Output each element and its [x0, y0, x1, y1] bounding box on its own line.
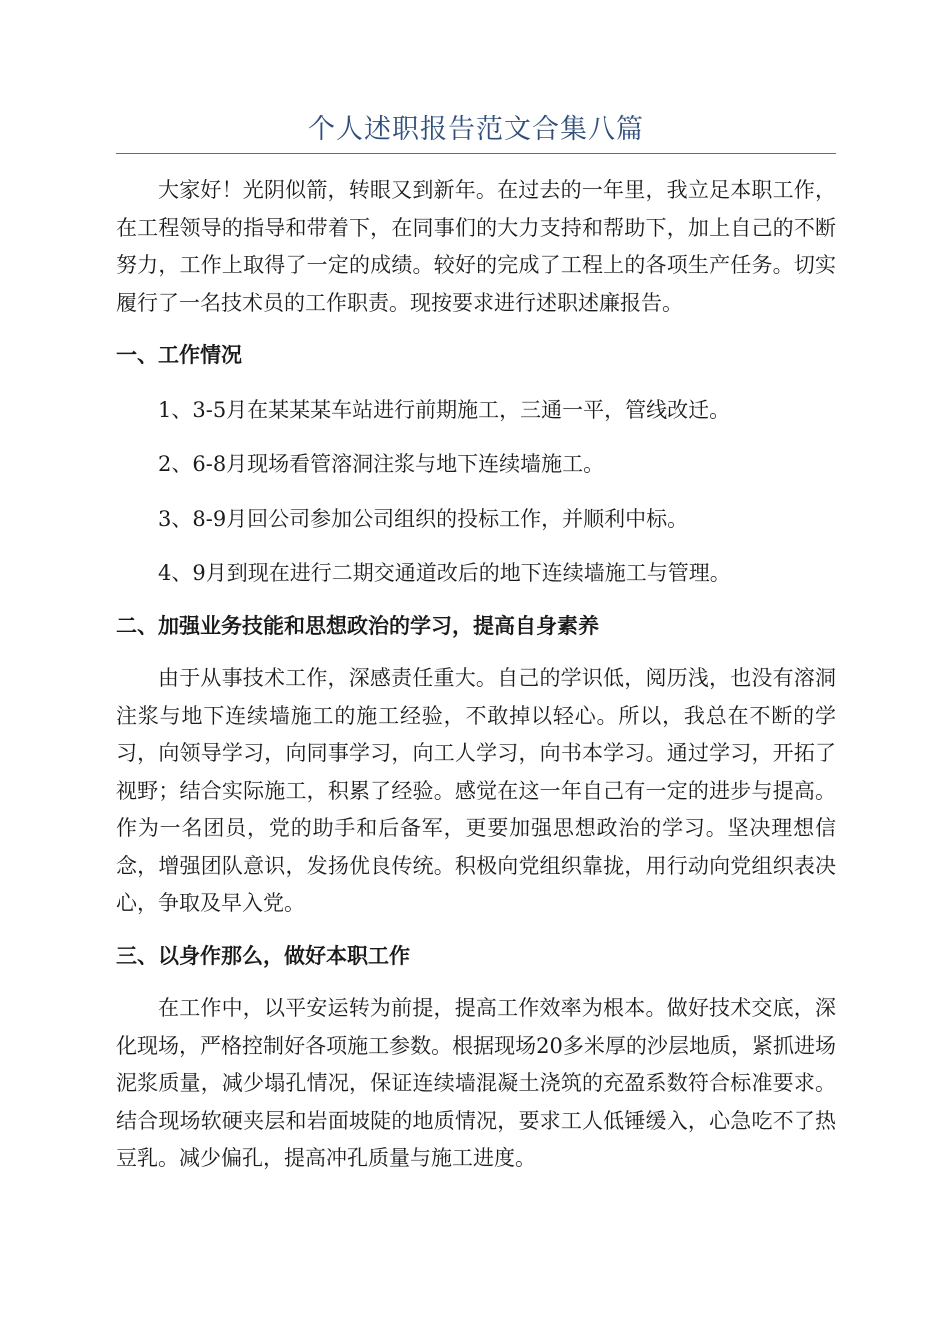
list-item: 4、9月到现在进行二期交通道改后的地下连续墙施工与管理。 — [158, 561, 731, 585]
section-2-heading: 二、加强业务技能和思想政治的学习，提高自身素养 — [116, 613, 599, 638]
list-item: 3、8-9月回公司参加公司组织的投标工作，并顺利中标。 — [158, 506, 689, 531]
intro-paragraph: 大家好！光阴似箭，转眼又到新年。在过去的一年里，我立足本职工作，在工程领导的指导和带着下，在同事们的大力支持和帮助下，加上自己的不断努力，工作上取得了一定的成绩。较好的完成了工程上的各项生产任务。切实履行了一名技术员的工作职责。现按要求进行述职述廉报告。 — [116, 178, 836, 315]
list-item: 1、3-5月在某某某车站进行前期施工，三通一平，管线改迁。 — [158, 397, 731, 422]
list-item: 2、6-8月现场看管溶洞注浆与地下连续墙施工。 — [158, 452, 605, 476]
section-2-body: 由于从事技术工作，深感责任重大。自己的学识低，阅历浅，也没有溶洞注浆与地下连续墙施工的施工经验，不敢掉以轻心。所以，我总在不断的学习，向领导学习，向同事学习，向工人学习，向书本学习。通过学习，开拓了视野；结合实际施工，积累了经验。感觉在这一年自己有一定的进步与提高。作为一名团员，党的助手和后备军，更要加强思想政治的学习。坚决理想信念，增强团队意识，发扬优良传统。积极向党组织靠拢，用行动向党组织表决心，争取及早入党。 — [116, 666, 836, 915]
document-page — [116, 110, 836, 1178]
title-underline — [116, 153, 836, 154]
section-3-body: 在工作中，以平安运转为前提，提高工作效率为根本。做好技术交底，深化现场，严格控制好各项施工参数。根据现场20多米厚的沙层地质，紧抓进场泥浆质量，减少塌孔情况，保证连续墙混凝土浇筑的充盈系数符合标准要求。结合现场软硬夹层和岩面坡陡的地质情况，要求工人低锤缓入，心急吃不了热豆乳。减少偏孔，提高冲孔质量与施工进度。 — [116, 996, 836, 1170]
section-3-heading: 三、以身作那么，做好本职工作 — [116, 943, 410, 968]
section-1-heading: 一、工作情况 — [116, 343, 242, 367]
document-title: 个人述职报告范文合集八篇 — [308, 114, 644, 145]
